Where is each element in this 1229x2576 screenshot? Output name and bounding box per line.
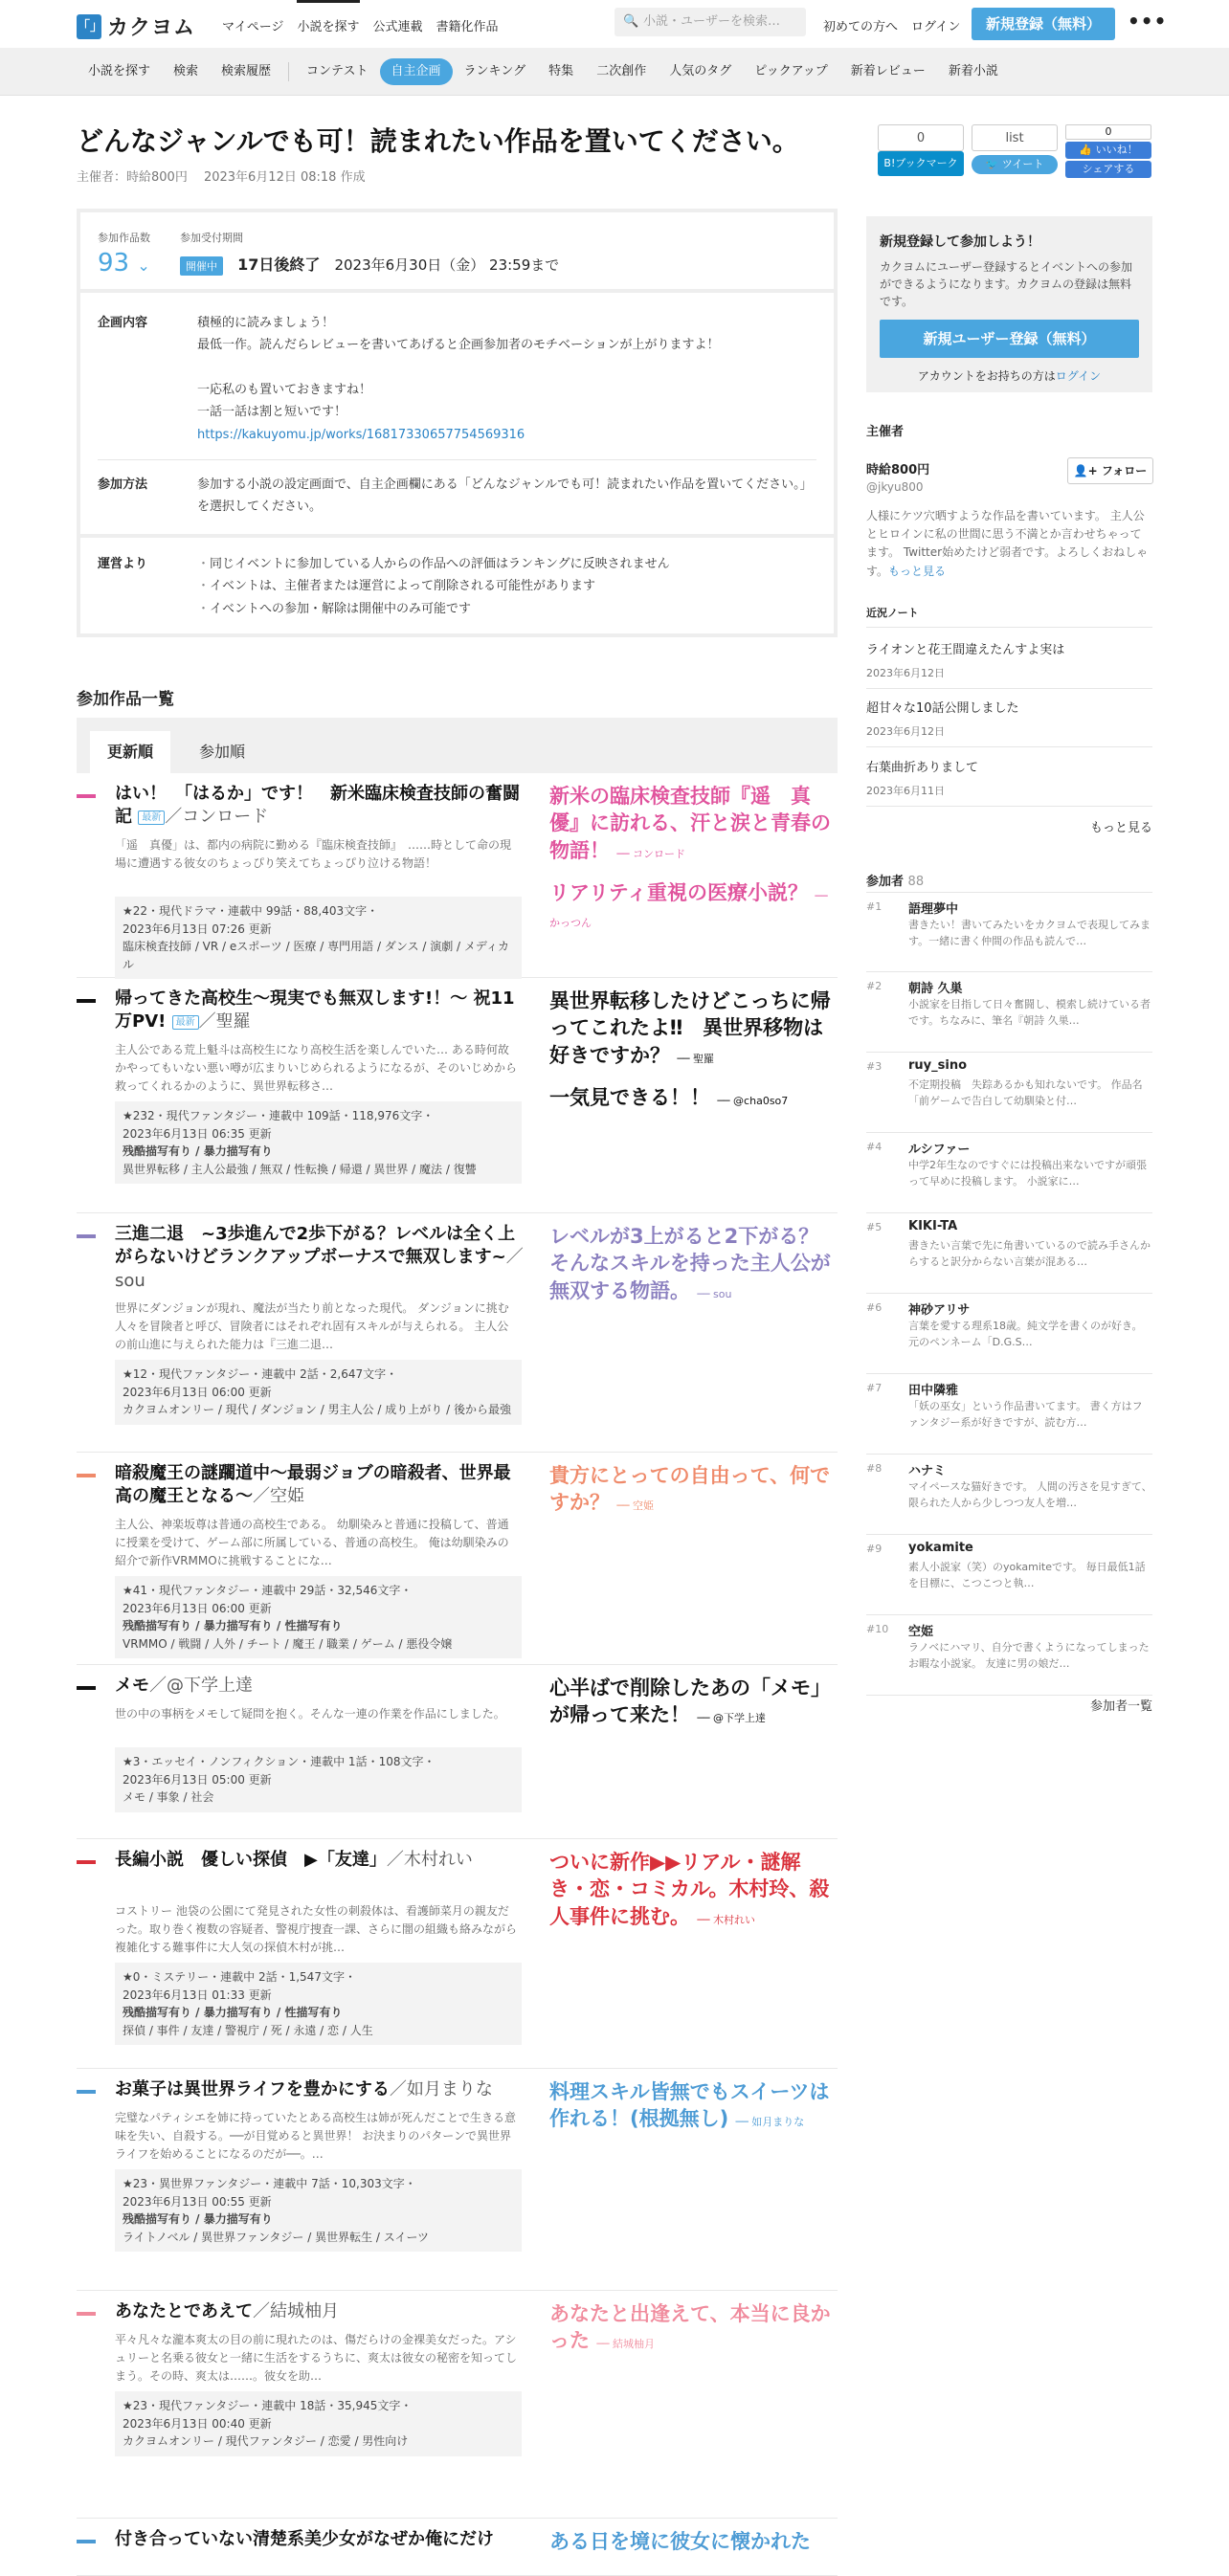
work-tags: ライトノベル / 異世界ファンタジー / 異世界転生 / スイーツ [123,2230,430,2244]
catch-author: ── @下学上達 [697,1712,767,1725]
work-title[interactable] [115,1223,526,1293]
work-catchphrase [549,2528,837,2555]
participant-name[interactable]: 朝詩 久巣 [908,982,963,996]
nav-books[interactable]: 書籍化作品 [436,20,499,34]
news-date: 2023年6月12日 [866,667,945,679]
host-name[interactable]: 時給800円 [866,463,930,477]
login-prefix: アカウントをお持ちの方は [917,369,1056,383]
register-user-button[interactable]: 新規ユーザー登録（無料） [880,320,1139,358]
period-row [180,253,559,276]
work-item [77,1665,838,1839]
participant-rank: #3 [866,1060,883,1073]
work-title[interactable] [115,2528,526,2551]
participant-item[interactable] [866,1294,1152,1374]
register-box [866,216,1152,392]
work-catchphrase [549,1223,837,1304]
subnav-divider [288,62,289,81]
participant-name[interactable]: ruy_sino [908,1058,968,1073]
participant-desc: 小説家を目指して日々奮闘し、模索し続けている者です。ちなみに、筆名『朝詩 久巣… [908,998,1151,1027]
work-color-bar [77,2090,96,2094]
participant-desc: 言葉を愛する理系18歳。純文学を書くのが好き。 元のペンネーム「D.G.S… [908,1320,1143,1348]
work-meta [115,897,522,979]
subnav-tags[interactable]: 人気のタグ [669,64,732,78]
work-updated: 2023年6月13日 06:00 更新 [123,1385,272,1399]
new-badge: 最新 [172,1015,199,1031]
work-author[interactable]: ／結城柚月 [253,2301,339,2321]
nav-mypage[interactable]: マイページ [222,20,284,34]
content-line: 積極的に読みましょう！ [197,316,335,330]
work-desc: コストリー 池袋の公園にて発見された女性の刺殺体は、看護師菜月の親友だった。取り巻く複数の容疑者、警視庁捜査一課、さらに闇の組織も絡みながら複雑化する難事件に大人気の探偵木村が挑… [115,1904,518,1955]
catch-text: 異世界転移したけどこっちに帰ってこれたよ‼ 異世界移物は好きですか？ [549,989,831,1067]
participant-name[interactable]: 空姫 [908,1625,934,1639]
content-line: 一応私のも置いておきますね！ [197,382,372,397]
work-author[interactable]: ／sou [115,1247,524,1291]
participant-rank: #6 [866,1301,883,1314]
participant-item[interactable] [866,1133,1152,1213]
method-body: 参加する小説の設定画面で、自主企画欄にある「どんなジャンルでも可！読まれたい作品を置いてください。」を選択してください。 [197,477,813,515]
work-meta [115,2391,522,2456]
method-label: 参加方法 [98,477,148,492]
catch-author: ── 聖羅 [677,1052,715,1065]
subnav-new-reviews[interactable]: 新着レビュー [850,64,926,78]
count-caret-icon: ⌄ [137,256,150,275]
work-meta [115,1360,522,1425]
work-item [77,2291,838,2519]
participant-item[interactable] [866,1374,1152,1455]
subnav-history[interactable]: 検索履歴 [221,64,272,78]
work-author[interactable]: ／木村れい [386,1850,473,1870]
work-stats: ★23・現代ファンタジー・連載中 18話・35,945文字・ [123,2399,413,2412]
work-color-bar [77,999,96,1003]
work-desc: 世界にダンジョンが現れ、魔法が当たり前となった現代。 ダンジョンに挑む人々を冒険者と呼び、冒険者にはそれぞれ固有スキルが与えられる。 主人公の前山進に与えられた能力は『三進二退… [115,1301,509,1352]
register-box-title: 新規登録して参加しよう！ [880,234,1040,250]
participant-rank: #9 [866,1543,883,1555]
work-catchphrase [549,2078,837,2133]
search-input[interactable] [614,8,806,36]
work-item [77,1839,838,2069]
participants-label: 参加者 [866,875,905,889]
participant-item[interactable] [866,972,1152,1053]
event-subtitle: 主催者：時給800円 2023年6月12日 08:18 作成 [77,170,366,185]
participant-count[interactable] [98,249,150,278]
work-color-bar [77,1234,96,1238]
first-time-link[interactable]: 初めての方へ [823,20,899,34]
participant-rank: #7 [866,1382,883,1394]
work-updated: 2023年6月13日 00:40 更新 [123,2416,272,2431]
work-title[interactable] [115,1675,526,1698]
news-heading: 近況ノート [866,607,919,619]
content-line: 最低一作。読んだらレビューを書いてあげると企画参加者のモチベーションが上がりますよ！ [197,338,720,353]
subnav-contest[interactable]: コンテスト [306,64,369,78]
participant-rank: #8 [866,1462,883,1475]
work-item [77,1213,838,1453]
work-item [77,1453,838,1665]
news-title: ライオンと花王間違えたんすよ実は [866,643,1065,657]
work-stats: ★232・現代ファンタジー・連載中 109話・118,976文字・ [123,1109,435,1122]
participant-name[interactable]: 神砂アリサ [908,1303,971,1318]
search-placeholder: 小説・ユーザーを検索… [643,14,781,29]
news-date: 2023年6月12日 [866,725,945,738]
content-link[interactable]: https://kakuyomu.jp/works/16817330657754569316 [197,427,525,442]
participant-name[interactable]: ハナミ [908,1464,947,1478]
work-title-text: はい！ 「はるか」です！ 新米臨床検査技師の奮闘記 [115,784,520,828]
participant-desc: 「妖の巫女」という作品書いてます。 書く方はファンタジー系が好きですが、読む方… [908,1400,1143,1429]
nav-official[interactable]: 公式連載 [372,20,423,34]
logo-text: カクヨム [107,16,196,40]
nav-search-novels[interactable]: 小説を探す [297,16,359,34]
participant-item[interactable] [866,1213,1152,1294]
catch-author: ── コンロード [616,847,686,860]
work-item [77,978,838,1213]
work-title[interactable] [115,1462,526,1509]
subnav-search[interactable]: 検索 [173,64,199,78]
sidebar-login-link[interactable]: ログイン [1055,369,1102,383]
tweet-button[interactable] [972,124,1058,178]
news-more-link[interactable]: もっと見る [1089,821,1152,835]
host-heading: 主催者 [866,425,905,439]
participant-desc: 書きたい言葉で先に角書いているので読み手さんからすると訳分からない言葉が混ある… [908,1239,1151,1268]
share-label [1065,142,1151,159]
work-stats: ★0・ミステリー・連載中 2話・1,547文字・ [123,1970,356,1984]
participant-name[interactable]: yokamite [908,1541,973,1555]
work-color-bar [77,1686,96,1690]
event-info-box [77,209,838,637]
page-title: どんなジャンルでも可！読まれたい作品を置いてください。 [77,125,799,157]
work-title-text: 長編小説 優しい探偵 ▶「友達」 [115,1850,387,1870]
work-desc: 世の中の事柄をメモして疑問を抱く。そんな一連の作業を作品にしました。 [115,1707,505,1721]
ops-item: ・ イベントへの参加・解除は開催中のみ可能です [197,598,816,620]
work-title[interactable] [115,1849,526,1872]
content-line [197,357,816,379]
work-desc: 平々凡々な瀧本爽太の目の前に現れたのは、傷だらけの金裸美女だった。アシュリーと名乗る彼女と一緒に生活をするうちに、爽太は彼女の秘密を知ってしまう。その時、爽太は……。彼女を助… [115,2333,518,2384]
participant-rank: #5 [866,1221,883,1233]
share-label [972,155,1058,174]
catch-text: 貴方にとっての自由って、何ですか？ [549,1464,831,1515]
share-count: 0 [1065,124,1151,140]
catch-text: レベルが3上がると2下がる？そんなスキルを持った主人公が無双する物語。 [549,1225,831,1302]
work-author[interactable]: ／如月まりな [389,2079,493,2099]
share-buttons [878,124,1151,178]
work-meta [115,1963,522,2045]
work-author[interactable]: ／空姫 [253,1486,304,1507]
new-badge: 最新 [138,811,165,826]
participant-item[interactable] [866,1053,1152,1133]
twitter-icon: 🐦 [985,158,999,170]
catch-text: ついに新作▶▶リアル・謎解き・恋・コミカル。木村玲、殺人事件に挑む。 [549,1851,830,1928]
catch2-author: ── @cha0so7 [717,1095,789,1108]
subnav-feature[interactable]: 特集 [548,64,574,78]
work-catchphrase [549,783,837,934]
work-meta [115,1576,522,1658]
work-author[interactable]: ／@下学上達 [149,1676,253,1696]
work-tags: VRMMO / 戦闘 / 人外 / チート / 魔王 / 職業 / ゲーム / 悪役令嬢 [123,1636,453,1651]
tab-joined[interactable]: 参加順 [199,743,246,761]
participants-all-link[interactable]: 参加者一覧 [1089,1699,1152,1714]
ops-item: ・ イベントは、主催者または運営によって削除される可能性があります [197,575,816,597]
participant-item[interactable] [866,1615,1152,1696]
works-tabs [77,718,838,773]
work-warnings: 残酷描写有り / 暴力描写有り [123,1144,273,1159]
work-tags: メモ / 事象 / 社会 [123,1790,214,1805]
work-stats: ★22・現代ドラマ・連載中 99話・88,403文字・ [123,904,379,918]
facebook-like-button[interactable] [1065,124,1151,178]
content-body [197,312,816,446]
header-nav [222,16,499,34]
work-title-text: お菓子は異世界ライフを豊かにする [115,2079,390,2099]
work-title-text: あなたとであえて [115,2301,253,2321]
participant-desc: 素人小説家（笑）のyokamiteです。 毎日最低1話を目標に、こつこつと執… [908,1561,1146,1589]
participant-desc: ラノベにハマリ、自分で書くようになってしまったお暇な小説家。 友達に男の娘だ… [908,1641,1150,1670]
news-item[interactable] [866,627,1152,689]
count-label: 参加作品数 [98,232,150,244]
work-item [77,2069,838,2291]
news-date: 2023年6月11日 [866,785,945,797]
deadline: 2023年6月30日（金） 23:59まで [334,256,560,274]
participant-rank: #1 [866,900,883,913]
ops-label: 運営より [98,556,148,571]
work-stats: ★23・異世界ファンタジー・連載中 7話・10,303文字・ [123,2177,416,2190]
subnav-user-events[interactable]: 自主企画 [380,58,453,85]
work-updated: 2023年6月13日 06:00 更新 [123,1601,272,1615]
work-title-text: 帰ってきた高校生～現実でも無双します!！～ 祝11万PV! [115,988,515,1033]
hatena-bookmark-button[interactable] [878,124,964,178]
work-catchphrase [549,1675,837,1729]
subnav-find[interactable]: 小説を探す [88,64,151,78]
news-title: 右葉曲折ありまして [866,761,979,775]
catch-author: ── 結城柚月 [596,2338,656,2351]
participant-item[interactable] [866,892,1152,972]
catch-text: 心半ばで削除したあの「メモ」が帰って来た！ [549,1677,831,1727]
work-title-text: メモ [115,1676,149,1696]
work-desc: 「遥 真優」は、都内の病院に勤める『臨床検査技師』 ……時として命の現場に遭遇する彼女のちょっぴり笑えてちょっぴり泣ける物語！ [115,838,512,871]
participant-desc: 中学2年生なのですぐには投稿出来ないですが頑張って早めに投稿します。 小説家に… [908,1159,1147,1188]
participant-name[interactable]: ルシファー [908,1143,971,1157]
work-title-text: 暗殺魔王の謎躙道中〜最弱ジョブの暗殺者、世界最高の魔王となる〜 [115,1463,511,1507]
work-tags: 異世界転移 / 主人公最強 / 無双 / 性転換 / 帰還 / 異世界 / 魔法 / 復讐 [123,1162,477,1176]
work-catchphrase [549,1462,837,1517]
participant-rank: #10 [866,1623,889,1635]
works-heading: 参加作品一覧 [77,690,174,709]
subnav-new-novels[interactable]: 新着小説 [948,64,998,78]
catch-text: 料理スキル皆無でもスイーツは作れる！(根拠無し) [549,2080,830,2131]
ops-list [197,553,816,620]
work-meta [115,1747,522,1812]
work-updated: 2023年6月13日 06:35 更新 [123,1126,272,1141]
remain-days: 17日後終了 [237,255,321,274]
work-warnings: 残酷描写有り / 暴力描写有り / 性描写有り [123,1619,343,1633]
host-desc [866,507,1152,581]
work-color-bar [77,1474,96,1477]
share-label-text: いいね！ [1095,144,1138,156]
news-title: 超甘々な10話公開しました [866,701,1019,716]
participant-rank: #4 [866,1141,883,1153]
follow-button[interactable]: 👤+ フォロー [1067,457,1153,484]
catch2-author: ── かっつん [549,890,828,930]
work-updated: 2023年6月13日 05:00 更新 [123,1772,272,1787]
site-logo[interactable] [77,11,195,41]
register-box-desc: カクヨムにユーザー登録するとイベントへの参加ができるようになります。カクヨムの登録は無料です。 [880,260,1133,308]
participants-count: 88 [907,875,925,889]
work-tags: 探偵 / 事件 / 友達 / 警視庁 / 死 / 永遠 / 恋 / 人生 [123,2023,373,2037]
catch-author: ── 如月まりな [735,2116,805,2129]
search-icon: 🔍 [623,14,639,29]
work-updated: 2023年6月13日 07:26 更新 [123,922,272,936]
work-catchphrase [549,988,837,1111]
participants-heading [866,871,924,889]
sub-nav [0,48,1229,96]
subnav-ranking[interactable]: ランキング [463,64,526,78]
work-color-bar [77,1860,96,1864]
count-value: 93 [98,249,130,278]
subnav-pickup[interactable]: ピックアップ [754,64,828,78]
participant-desc: 書きたい！書いてみたいをカクヨムで表現してみます。一緒に書く仲間の作品も読んで… [908,919,1151,947]
catch-author: ── 木村れい [697,1913,756,1926]
catch-text: あなたと出逢えて、本当に良かった [549,2302,831,2353]
catch2-text: 一気見できる！！ [549,1086,710,1110]
participant-desc: 不定期投稿 失踪あるかも知れないです。 作品名「前ゲームで告白して幼馴染と付… [908,1078,1143,1107]
period-label: 参加受付期間 [180,232,243,244]
work-stats: ★3・エッセイ・ノンフィクション・連載中 1話・108文字・ [123,1755,436,1768]
catch-author: ── 空姫 [616,1499,655,1513]
participant-item[interactable] [866,1535,1152,1615]
work-tags: 臨床検査技師 / VR / eスポーツ / 医療 / 専門用語 / ダンス / 演劇 / メディカル [123,940,509,971]
participant-desc: マイペースな猫好きです。 人間の汚さを見すぎて、限られた人から少しつつ友人を増… [908,1480,1152,1509]
work-color-bar [77,2312,96,2316]
work-catchphrase [549,1849,837,1930]
ops-item: ・ 同じイベントに参加している人からの作品への評価はランキングに反映されません [197,553,816,575]
work-title-text: 付き合っていない清楚系美少女がなぜか俺にだけ [115,2529,494,2549]
share-count: 0 [878,124,964,151]
work-stats: ★12・現代ファンタジー・連載中 2話・2,647文字・ [123,1367,398,1381]
host-id: @jkyu800 [866,480,924,494]
register-login-line [880,367,1139,384]
work-updated: 2023年6月13日 01:33 更新 [123,1988,272,2002]
facebook-share[interactable]: シェアする [1065,161,1151,178]
work-updated: 2023年6月13日 00:55 更新 [123,2194,272,2209]
work-color-bar [77,794,96,798]
register-button[interactable]: 新規登録（無料） [972,8,1115,40]
host-more-link[interactable]: もっと見る [888,564,947,578]
participant-name[interactable]: 語理夢中 [908,902,959,917]
news-item[interactable] [866,686,1152,747]
work-tags: カクヨムオンリー / 現代 / ダンジョン / 男主人公 / 成り上がり / 後から最強 [123,1403,511,1417]
work-author[interactable]: ／聖羅 [198,1011,251,1033]
participant-name[interactable]: KIKI-TA [908,1219,958,1233]
share-label-text: ツイート [1001,158,1044,170]
work-item [77,773,838,978]
share-label: B!ブックマーク [878,151,964,176]
work-author[interactable]: ／コンロード [165,807,269,828]
host-desc-text: 人様にケツ穴晒すような作品を書いています。 主人公とヒロインに私の世間に思う不満とか言わせちゃってます。 Twitter始めたけど弱者です。よろしくおねしゃす。 [866,509,1149,578]
tab-updated[interactable]: 更新順 [90,731,170,773]
work-title[interactable] [115,2300,526,2323]
top-header [0,0,1229,48]
login-link[interactable]: ログイン [911,20,961,34]
work-meta [115,2169,522,2252]
work-title[interactable] [115,2078,526,2101]
work-title[interactable] [115,988,526,1034]
work-catchphrase [549,2300,837,2355]
subnav-fanfic[interactable]: 二次創作 [596,64,647,78]
work-desc: 完璧なパティシエを姉に持っていたとある高校生は姉が死んだことで生きる意味を失い、自殺する。──が目覚めると異世界！ お決まりのパターンで異世界ライフを始めることになるのだが──。… [115,2111,517,2162]
content-line: 一話一話は割と短いです！ [197,405,347,420]
news-item[interactable] [866,745,1152,807]
work-stats: ★41・現代ファンタジー・連載中 29話・32,546文字・ [123,1584,413,1597]
catch-text: ある日を境に彼女に懐かれた [549,2530,811,2553]
work-meta [115,1101,522,1184]
work-warnings: 残酷描写有り / 暴力描写有り [123,2212,273,2227]
participant-item[interactable] [866,1455,1152,1535]
share-count: list [972,124,1058,151]
status-badge: 開催中 [180,256,223,276]
participant-name[interactable]: 田中隣雅 [908,1384,959,1398]
work-desc: 主人公である荒上魁斗は高校生になり高校生活を楽しんでいた… ある時何故かやってもいない悪い噂が広まりいじめられるようになるが、そのいじめから救ってくれるかのように、異世界転移さ… [115,1043,518,1094]
work-item [77,2519,838,2576]
content-label: 企画内容 [98,316,148,330]
participant-rank: #2 [866,980,883,992]
more-menu-icon[interactable]: ••• [1128,10,1168,33]
work-tags: カクヨムオンリー / 現代ファンタジー / 恋愛 / 男性向け [123,2434,409,2449]
logo-mark: 「」 [77,14,101,39]
catch-text: 新米の臨床検査技師『遥 真優』に訪れる、汗と涙と青春の物語！ [549,785,831,862]
catch-author: ── sou [697,1287,732,1300]
catch2-text: リアリティ重視の医療小説？ [549,881,809,905]
work-desc: 主人公、神楽坂尊は普通の高校生である。 幼馴染みと普通に投稿して、普通に授業を受けて、ゲーム部に所属している、普通の高校生。 俺は幼馴染みの紹介で新作VRMMOに挑戦することにな… [115,1518,509,1568]
work-color-bar [77,2540,96,2543]
thumb-icon: 👍 [1079,144,1093,156]
work-title-text: 三進二退 ~3歩進んで2歩下がる？レベルは全く上がらないけどランクアップボーナスで無双します~ [115,1224,516,1268]
work-title[interactable] [115,783,526,830]
work-warnings: 残酷描写有り / 暴力描写有り / 性描写有り [123,2006,343,2020]
